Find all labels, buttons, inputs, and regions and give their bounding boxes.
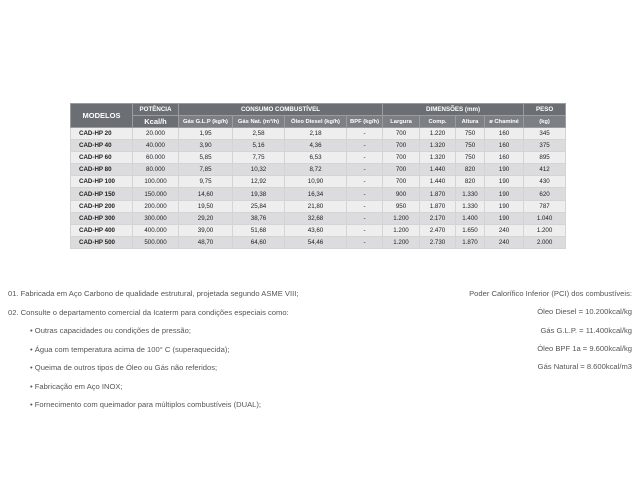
table-cell: 80.000 — [133, 164, 179, 176]
table-cell: 32,68 — [285, 212, 347, 224]
model-cell: CAD-HP 500 — [71, 236, 133, 248]
header-peso: PESO — [524, 104, 566, 116]
header-modelos: MODELOS — [71, 104, 133, 128]
table-cell: 1.870 — [420, 200, 456, 212]
table-cell: 240 — [485, 224, 524, 236]
table-cell: - — [347, 188, 383, 200]
calorific-line: Óleo Diesel = 10.200kcal/kg — [537, 307, 632, 317]
table-cell: 1.200 — [383, 212, 420, 224]
calorific-line: Óleo BPF 1a = 9.600kcal/kg — [537, 343, 632, 353]
table-cell: 1.400 — [456, 212, 485, 224]
table-cell: 1.440 — [420, 164, 456, 176]
header-potencia: POTÊNCIA — [133, 104, 179, 116]
note-bullet-text: Fornecimento com queimador para múltiplos combustíveis (DUAL); — [34, 400, 261, 409]
note-bullet: • Outras capacidades ou condições de pressão; — [30, 326, 191, 335]
table-cell: 64,60 — [233, 236, 285, 248]
table-cell: 2.170 — [420, 212, 456, 224]
table-cell: 300.000 — [133, 212, 179, 224]
table-row — [71, 152, 566, 164]
table-header-row — [71, 104, 566, 116]
table-cell: 60.000 — [133, 152, 179, 164]
table-cell: - — [347, 164, 383, 176]
model-cell: CAD-HP 20 — [71, 128, 133, 140]
note-bullet: • Água com temperatura acima de 100° C (superaquecida); — [30, 344, 230, 354]
header-consumo: CONSUMO COMBUSTÍVEL — [179, 104, 383, 116]
model-cell: CAD-HP 200 — [71, 200, 133, 212]
table-cell: 412 — [524, 164, 566, 176]
table-cell: 8,72 — [285, 164, 347, 176]
header-dimensoes: DIMENSÕES (mm) — [383, 104, 524, 116]
calorific-title: Poder Calorífico Inferior (PCI) dos combustíveis: — [469, 289, 632, 298]
subheader-largura: Largura — [383, 116, 420, 128]
table-cell: 20.000 — [133, 128, 179, 140]
table-cell: 100.000 — [133, 176, 179, 188]
table-cell: 48,70 — [179, 236, 233, 248]
table-cell: 21,80 — [285, 200, 347, 212]
table-cell: 19,38 — [233, 188, 285, 200]
table-body — [71, 128, 566, 249]
table-row — [71, 236, 566, 248]
table-cell: 1.440 — [420, 176, 456, 188]
table-cell: 400.000 — [133, 224, 179, 236]
table-cell: 3,90 — [179, 140, 233, 152]
table-cell: 5,85 — [179, 152, 233, 164]
table-cell: 700 — [383, 152, 420, 164]
table-cell: 51,68 — [233, 224, 285, 236]
table-cell: 787 — [524, 200, 566, 212]
table-cell: 345 — [524, 128, 566, 140]
table-cell: 2,58 — [233, 128, 285, 140]
table-cell: 10,32 — [233, 164, 285, 176]
table-cell: 500.000 — [133, 236, 179, 248]
table-cell: 54,46 — [285, 236, 347, 248]
model-cell: CAD-HP 40 — [71, 140, 133, 152]
table-cell: 10,90 — [285, 176, 347, 188]
table-row — [71, 188, 566, 200]
table-cell: 1.200 — [383, 236, 420, 248]
table-cell: 750 — [456, 140, 485, 152]
table-cell: 2.730 — [420, 236, 456, 248]
subheader-altura: Altura — [456, 116, 485, 128]
table-cell: 190 — [485, 200, 524, 212]
calorific-line: Gás G.L.P. = 11.400kcal/kg — [540, 325, 632, 335]
table-cell: 950 — [383, 200, 420, 212]
table-row — [71, 224, 566, 236]
model-cell: CAD-HP 150 — [71, 188, 133, 200]
table-cell: 9,75 — [179, 176, 233, 188]
table-cell: 1.320 — [420, 140, 456, 152]
table-cell: - — [347, 224, 383, 236]
table-cell: - — [347, 152, 383, 164]
table-row — [71, 164, 566, 176]
table-cell: 820 — [456, 176, 485, 188]
table-cell: 16,34 — [285, 188, 347, 200]
table-cell: 895 — [524, 152, 566, 164]
specifications-table — [70, 103, 566, 249]
subheader-nat: Gás Nat. (m³/h) — [233, 116, 285, 128]
table-cell: 375 — [524, 140, 566, 152]
model-cell: CAD-HP 60 — [71, 152, 133, 164]
note-bullet: • Fornecimento com queimador para múltiplos combustíveis (DUAL); — [30, 400, 261, 409]
table-cell: 620 — [524, 188, 566, 200]
table-cell: 7,75 — [233, 152, 285, 164]
model-cell: CAD-HP 400 — [71, 224, 133, 236]
table-cell: 4,36 — [285, 140, 347, 152]
table-cell: 750 — [456, 152, 485, 164]
table-cell: - — [347, 236, 383, 248]
table-cell: 1.320 — [420, 152, 456, 164]
model-cell: CAD-HP 300 — [71, 212, 133, 224]
table-cell: 1.330 — [456, 188, 485, 200]
table-cell: 1.870 — [420, 188, 456, 200]
table-cell: 6,53 — [285, 152, 347, 164]
table-cell: 190 — [485, 212, 524, 224]
table-cell: 5,16 — [233, 140, 285, 152]
table-cell: 43,60 — [285, 224, 347, 236]
table-row — [71, 140, 566, 152]
subheader-kg: (kg) — [524, 116, 566, 128]
note-bullet-text: Água com temperatura acima de 100° C (superaquecida); — [34, 344, 230, 354]
table-cell: 1,95 — [179, 128, 233, 140]
model-cell: CAD-HP 80 — [71, 164, 133, 176]
table-cell: - — [347, 200, 383, 212]
table-cell: 190 — [485, 164, 524, 176]
table-row — [71, 212, 566, 224]
table-cell: 39,00 — [179, 224, 233, 236]
note-bullet-text: Queima de outros tipos de Óleo ou Gás não referidos; — [34, 363, 218, 372]
table-cell: 14,60 — [179, 188, 233, 200]
table-cell: 160 — [485, 152, 524, 164]
table-cell: 2.000 — [524, 236, 566, 248]
subheader-comp: Comp. — [420, 116, 456, 128]
table-cell: 700 — [383, 164, 420, 176]
table-cell: 190 — [485, 188, 524, 200]
table-cell: 29,20 — [179, 212, 233, 224]
note-bullet: • Queima de outros tipos de Óleo ou Gás não referidos; — [30, 363, 218, 372]
table-cell: 750 — [456, 128, 485, 140]
table-cell: 12,92 — [233, 176, 285, 188]
note-bullet: • Fabricação em Aço INOX; — [30, 381, 123, 391]
table-cell: 200.000 — [133, 200, 179, 212]
table-cell: 430 — [524, 176, 566, 188]
table-cell: 40.000 — [133, 140, 179, 152]
notes-section — [8, 285, 298, 415]
note-bullet-text: Fabricação em Aço INOX; — [34, 381, 123, 391]
table-cell: 1.040 — [524, 212, 566, 224]
table-cell: 1.330 — [456, 200, 485, 212]
subheader-oleo: Óleo Diesel (kg/h) — [285, 116, 347, 128]
table-cell: 240 — [485, 236, 524, 248]
table-row — [71, 200, 566, 212]
subheader-glp: Gás G.L.P (kg/h) — [179, 116, 233, 128]
table-cell: 7,85 — [179, 164, 233, 176]
table-cell: - — [347, 176, 383, 188]
table-row — [71, 176, 566, 188]
table-subheader-row — [71, 116, 566, 128]
note-2: 02. Consulte o departamento comercial da Icaterm para condições especiais como: — [8, 307, 289, 317]
table-cell: 38,76 — [233, 212, 285, 224]
table-cell: 2.470 — [420, 224, 456, 236]
note-1: 01. Fabricada em Aço Carbono de qualidade estrutural, projetada segundo ASME VIII; — [8, 289, 299, 298]
subheader-kcal: Kcal/h — [133, 116, 179, 128]
table-cell: 190 — [485, 176, 524, 188]
table-cell: 1.870 — [456, 236, 485, 248]
table-cell: 160 — [485, 140, 524, 152]
table-cell: 1.220 — [420, 128, 456, 140]
table-cell: 25,84 — [233, 200, 285, 212]
table-row — [71, 128, 566, 140]
table-cell: 900 — [383, 188, 420, 200]
table-cell: 700 — [383, 140, 420, 152]
table-cell: 700 — [383, 128, 420, 140]
table-cell: 160 — [485, 128, 524, 140]
table-cell: - — [347, 128, 383, 140]
calorific-line: Gás Natural = 8.600kcal/m3 — [537, 362, 632, 372]
table-cell: 19,50 — [179, 200, 233, 212]
subheader-bpf: BPF (kg/h) — [347, 116, 383, 128]
table-cell: - — [347, 212, 383, 224]
subheader-chamine: ø Chaminé — [485, 116, 524, 128]
note-bullet-text: Outras capacidades ou condições de pressão; — [34, 326, 191, 335]
table-cell: 1.200 — [383, 224, 420, 236]
table-cell: - — [347, 140, 383, 152]
table-cell: 700 — [383, 176, 420, 188]
table-cell: 820 — [456, 164, 485, 176]
table-cell: 1.200 — [524, 224, 566, 236]
table-cell: 150.000 — [133, 188, 179, 200]
calorific-values — [469, 285, 632, 376]
table-cell: 1.650 — [456, 224, 485, 236]
table-cell: 2,18 — [285, 128, 347, 140]
model-cell: CAD-HP 100 — [71, 176, 133, 188]
